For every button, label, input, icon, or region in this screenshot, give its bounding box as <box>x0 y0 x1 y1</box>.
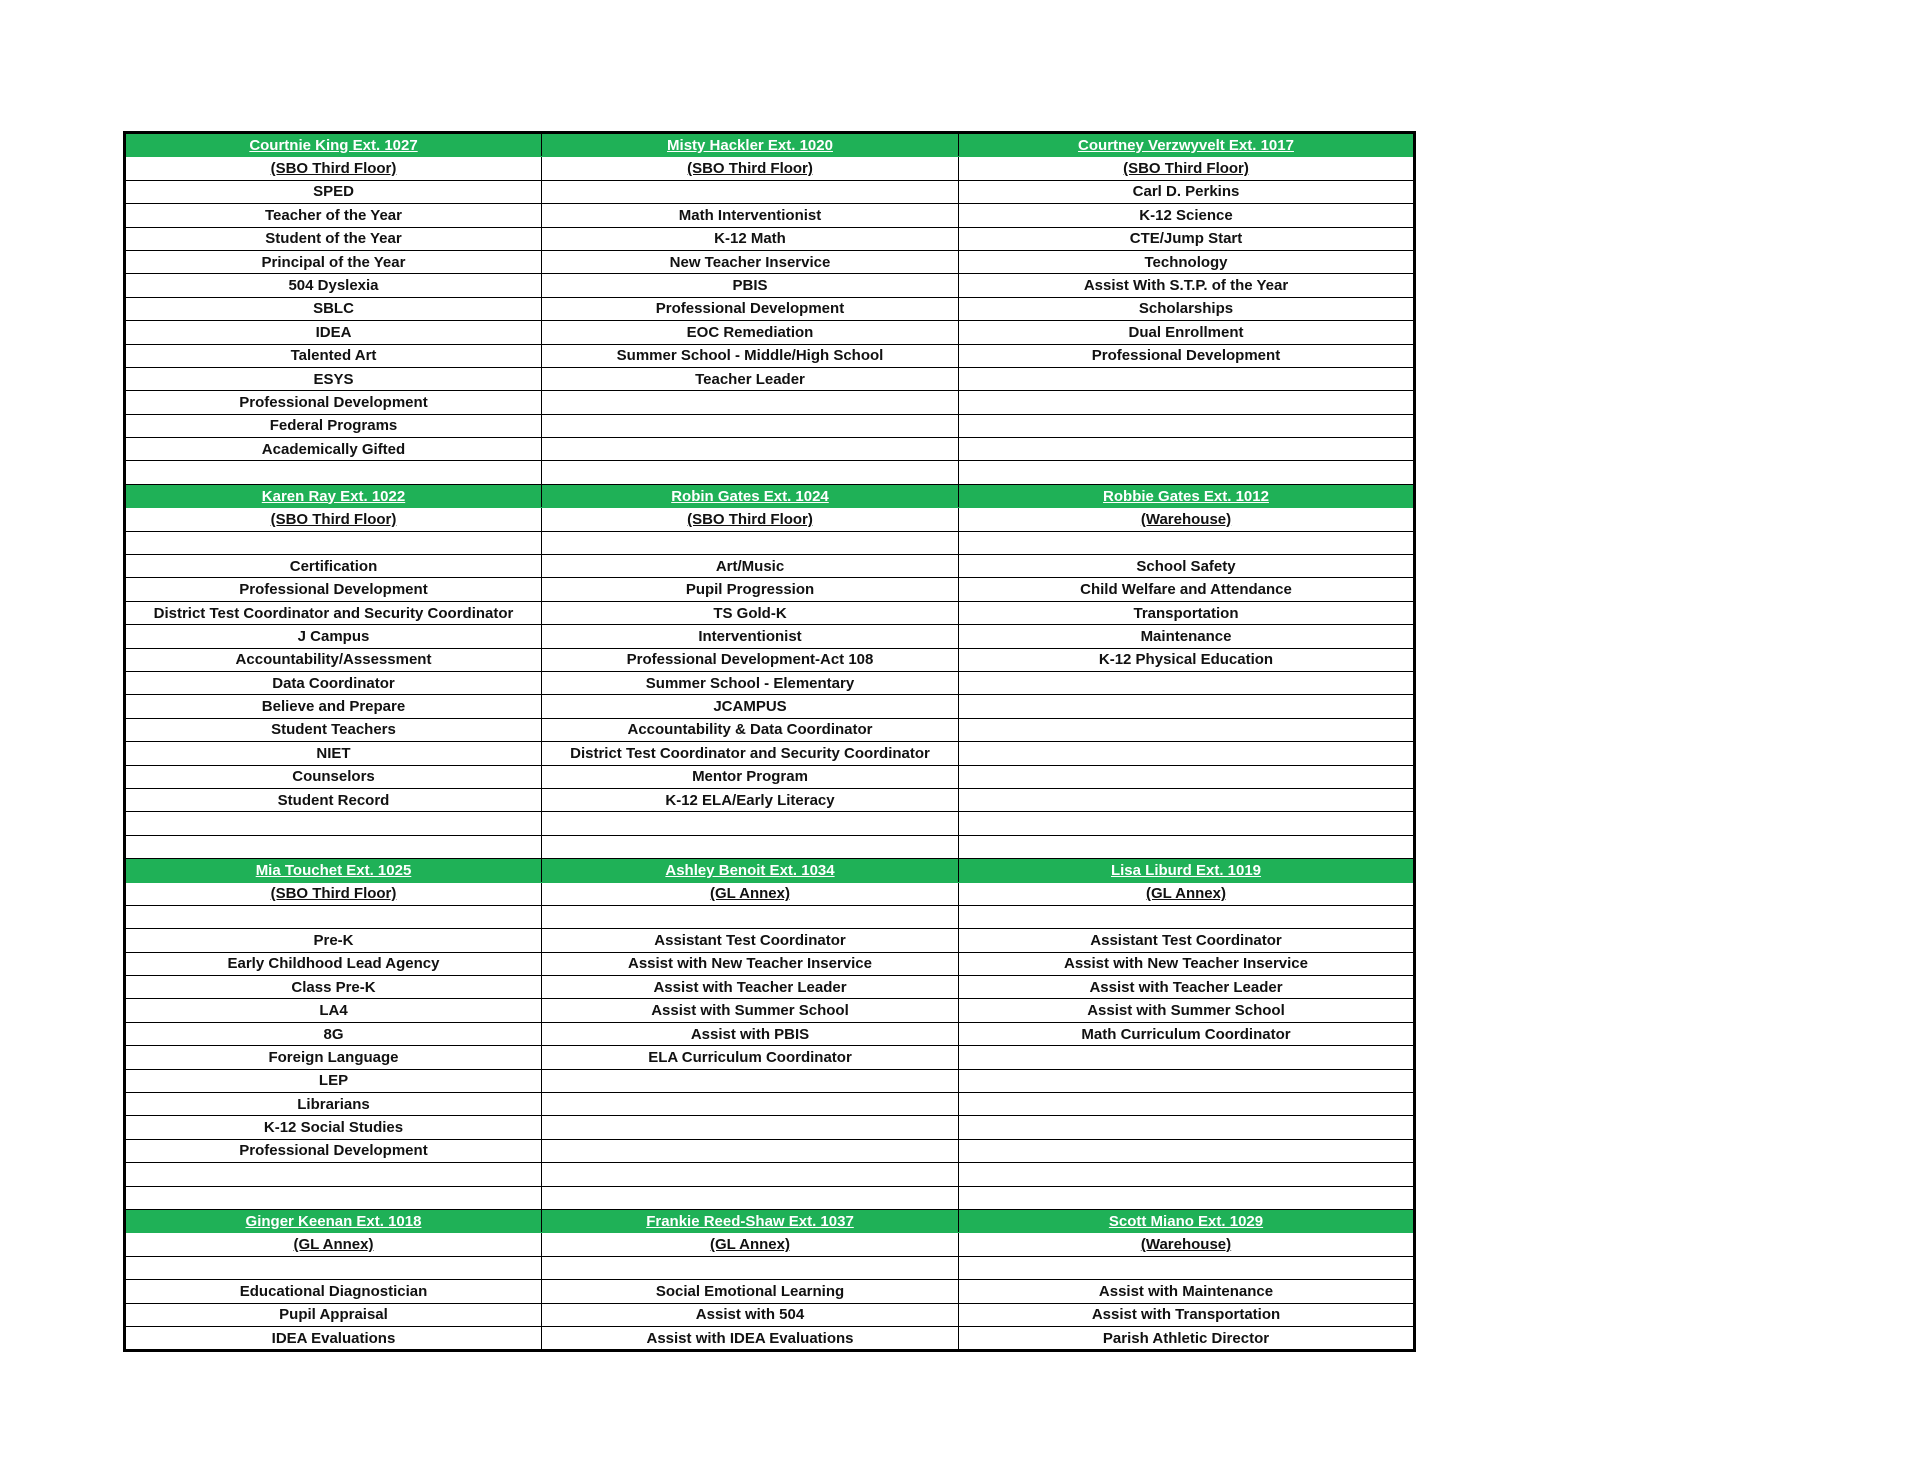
staff-name-cell: Courtnie King Ext. 1027 <box>125 133 542 157</box>
responsibility-cell <box>959 531 1415 554</box>
responsibility-row <box>125 625 1415 648</box>
responsibility-cell: Transportation <box>959 601 1415 624</box>
responsibility-cell: K-12 Math <box>542 227 959 250</box>
responsibility-row <box>125 1256 1415 1279</box>
responsibility-row <box>125 1139 1415 1162</box>
responsibility-cell: Summer School - Elementary <box>542 671 959 694</box>
responsibility-cell <box>542 531 959 554</box>
staff-name-cell: Karen Ray Ext. 1022 <box>125 484 542 507</box>
responsibility-cell: New Teacher Inservice <box>542 250 959 273</box>
responsibility-row <box>125 1186 1415 1209</box>
responsibility-cell: Assist With S.T.P. of the Year <box>959 274 1415 297</box>
responsibility-cell <box>542 835 959 858</box>
responsibility-cell <box>125 461 542 484</box>
responsibility-row <box>125 204 1415 227</box>
responsibility-cell: Math Interventionist <box>542 204 959 227</box>
responsibility-cell: Student of the Year <box>125 227 542 250</box>
staff-name-cell: Lisa Liburd Ext. 1019 <box>959 859 1415 882</box>
responsibility-cell <box>542 438 959 461</box>
responsibility-cell: District Test Coordinator and Security Coordinator <box>125 601 542 624</box>
staff-name-cell: Ashley Benoit Ext. 1034 <box>542 859 959 882</box>
responsibility-cell: Teacher Leader <box>542 367 959 390</box>
responsibility-cell: Carl D. Perkins <box>959 180 1415 203</box>
responsibility-cell: Social Emotional Learning <box>542 1280 959 1303</box>
responsibility-cell <box>959 1069 1415 1092</box>
responsibility-cell <box>125 1163 542 1186</box>
responsibility-cell <box>959 742 1415 765</box>
responsibility-row <box>125 1280 1415 1303</box>
staff-name-cell: Mia Touchet Ext. 1025 <box>125 859 542 882</box>
responsibility-cell: CTE/Jump Start <box>959 227 1415 250</box>
responsibility-cell: Academically Gifted <box>125 438 542 461</box>
responsibility-cell: Scholarships <box>959 297 1415 320</box>
responsibility-cell: Professional Development <box>125 578 542 601</box>
responsibility-row <box>125 1326 1415 1350</box>
responsibility-cell: Assist with IDEA Evaluations <box>542 1326 959 1350</box>
office-location-row <box>125 508 1415 531</box>
responsibility-cell: IDEA Evaluations <box>125 1326 542 1350</box>
responsibility-cell: LA4 <box>125 999 542 1022</box>
responsibility-cell <box>542 1186 959 1209</box>
responsibility-cell: Assist with Teacher Leader <box>959 976 1415 999</box>
responsibility-row <box>125 367 1415 390</box>
responsibility-row <box>125 1069 1415 1092</box>
staff-directory-table <box>123 131 1416 1352</box>
responsibility-cell: Assist with New Teacher Inservice <box>959 952 1415 975</box>
responsibility-cell <box>959 765 1415 788</box>
responsibility-row <box>125 742 1415 765</box>
responsibility-cell: Professional Development <box>125 391 542 414</box>
responsibility-cell: Teacher of the Year <box>125 204 542 227</box>
responsibility-cell <box>542 812 959 835</box>
responsibility-cell <box>959 391 1415 414</box>
staff-name-cell: Ginger Keenan Ext. 1018 <box>125 1209 542 1232</box>
office-location-cell: (SBO Third Floor) <box>542 157 959 180</box>
responsibility-cell <box>959 1093 1415 1116</box>
responsibility-cell <box>542 391 959 414</box>
responsibility-cell: EOC Remediation <box>542 321 959 344</box>
responsibility-cell: Believe and Prepare <box>125 695 542 718</box>
responsibility-row <box>125 812 1415 835</box>
responsibility-cell: JCAMPUS <box>542 695 959 718</box>
responsibility-cell <box>125 905 542 928</box>
responsibility-cell: Foreign Language <box>125 1046 542 1069</box>
responsibility-cell: Counselors <box>125 765 542 788</box>
responsibility-cell: Certification <box>125 555 542 578</box>
responsibility-cell: Librarians <box>125 1093 542 1116</box>
responsibility-row <box>125 788 1415 811</box>
responsibility-cell: Pre-K <box>125 929 542 952</box>
responsibility-row <box>125 321 1415 344</box>
responsibility-cell: SBLC <box>125 297 542 320</box>
responsibility-cell: District Test Coordinator and Security Coordinator <box>542 742 959 765</box>
responsibility-cell: Professional Development-Act 108 <box>542 648 959 671</box>
responsibility-cell: School Safety <box>959 555 1415 578</box>
responsibility-cell <box>959 788 1415 811</box>
responsibility-row <box>125 391 1415 414</box>
responsibility-cell: Dual Enrollment <box>959 321 1415 344</box>
responsibility-cell: Pupil Appraisal <box>125 1303 542 1326</box>
responsibility-row <box>125 555 1415 578</box>
responsibility-cell: Class Pre-K <box>125 976 542 999</box>
responsibility-cell: Maintenance <box>959 625 1415 648</box>
responsibility-row <box>125 999 1415 1022</box>
responsibility-cell: Child Welfare and Attendance <box>959 578 1415 601</box>
responsibility-cell: 8G <box>125 1022 542 1045</box>
staff-header-row <box>125 484 1415 507</box>
office-location-cell: (SBO Third Floor) <box>542 508 959 531</box>
responsibility-cell: Data Coordinator <box>125 671 542 694</box>
responsibility-cell <box>125 531 542 554</box>
responsibility-cell: Assist with Transportation <box>959 1303 1415 1326</box>
office-location-cell: (GL Annex) <box>542 882 959 905</box>
responsibility-row <box>125 344 1415 367</box>
office-location-cell: (Warehouse) <box>959 1233 1415 1256</box>
responsibility-cell: Interventionist <box>542 625 959 648</box>
responsibility-cell <box>959 1046 1415 1069</box>
responsibility-cell <box>959 414 1415 437</box>
responsibility-row <box>125 952 1415 975</box>
responsibility-cell: Assist with Summer School <box>959 999 1415 1022</box>
office-location-cell: (GL Annex) <box>959 882 1415 905</box>
responsibility-cell: Student Teachers <box>125 718 542 741</box>
responsibility-cell: K-12 Science <box>959 204 1415 227</box>
responsibility-row <box>125 601 1415 624</box>
responsibility-cell: Assist with Teacher Leader <box>542 976 959 999</box>
responsibility-cell <box>959 835 1415 858</box>
responsibility-cell <box>959 671 1415 694</box>
office-location-row <box>125 1233 1415 1256</box>
responsibility-cell <box>959 367 1415 390</box>
responsibility-cell <box>959 905 1415 928</box>
responsibility-cell: LEP <box>125 1069 542 1092</box>
responsibility-cell <box>959 1116 1415 1139</box>
responsibility-cell: Accountability/Assessment <box>125 648 542 671</box>
responsibility-row <box>125 250 1415 273</box>
staff-header-row <box>125 133 1415 157</box>
responsibility-cell: Student Record <box>125 788 542 811</box>
responsibility-cell <box>542 1116 959 1139</box>
responsibility-row <box>125 274 1415 297</box>
office-location-cell: (SBO Third Floor) <box>125 882 542 905</box>
responsibility-row <box>125 1116 1415 1139</box>
responsibility-cell: Pupil Progression <box>542 578 959 601</box>
responsibility-cell: NIET <box>125 742 542 765</box>
responsibility-row <box>125 671 1415 694</box>
responsibility-cell <box>125 1256 542 1279</box>
responsibility-cell: Assistant Test Coordinator <box>542 929 959 952</box>
responsibility-cell <box>542 461 959 484</box>
responsibility-cell <box>542 1069 959 1092</box>
responsibility-cell <box>959 812 1415 835</box>
responsibility-row <box>125 1022 1415 1045</box>
responsibility-cell <box>959 1139 1415 1162</box>
responsibility-cell <box>542 414 959 437</box>
responsibility-row <box>125 578 1415 601</box>
staff-directory-body <box>125 133 1415 1351</box>
responsibility-cell: ESYS <box>125 367 542 390</box>
responsibility-cell <box>959 1163 1415 1186</box>
office-location-cell: (GL Annex) <box>125 1233 542 1256</box>
responsibility-cell <box>542 1093 959 1116</box>
responsibility-row <box>125 648 1415 671</box>
responsibility-row <box>125 1303 1415 1326</box>
responsibility-cell <box>959 718 1415 741</box>
responsibility-cell: Accountability & Data Coordinator <box>542 718 959 741</box>
responsibility-cell: Professional Development <box>959 344 1415 367</box>
responsibility-cell: SPED <box>125 180 542 203</box>
responsibility-cell: Principal of the Year <box>125 250 542 273</box>
responsibility-cell: Technology <box>959 250 1415 273</box>
responsibility-cell: Professional Development <box>542 297 959 320</box>
staff-header-row <box>125 859 1415 882</box>
responsibility-cell: K-12 Social Studies <box>125 1116 542 1139</box>
responsibility-cell: Assist with Summer School <box>542 999 959 1022</box>
responsibility-cell <box>959 438 1415 461</box>
office-location-cell: (GL Annex) <box>542 1233 959 1256</box>
staff-name-cell: Frankie Reed-Shaw Ext. 1037 <box>542 1209 959 1232</box>
responsibility-row <box>125 976 1415 999</box>
responsibility-cell <box>125 835 542 858</box>
responsibility-cell: Art/Music <box>542 555 959 578</box>
responsibility-row <box>125 765 1415 788</box>
responsibility-cell: Math Curriculum Coordinator <box>959 1022 1415 1045</box>
responsibility-cell <box>542 905 959 928</box>
responsibility-row <box>125 414 1415 437</box>
responsibility-row <box>125 905 1415 928</box>
responsibility-row <box>125 1163 1415 1186</box>
responsibility-cell <box>959 1256 1415 1279</box>
staff-name-cell: Robbie Gates Ext. 1012 <box>959 484 1415 507</box>
responsibility-cell: Assist with PBIS <box>542 1022 959 1045</box>
responsibility-cell: Educational Diagnostician <box>125 1280 542 1303</box>
responsibility-cell: IDEA <box>125 321 542 344</box>
responsibility-row <box>125 835 1415 858</box>
responsibility-row <box>125 227 1415 250</box>
responsibility-cell: Federal Programs <box>125 414 542 437</box>
responsibility-cell: Assist with New Teacher Inservice <box>542 952 959 975</box>
responsibility-cell: Mentor Program <box>542 765 959 788</box>
responsibility-row <box>125 695 1415 718</box>
responsibility-cell: Summer School - Middle/High School <box>542 344 959 367</box>
responsibility-cell <box>125 1186 542 1209</box>
office-location-cell: (SBO Third Floor) <box>959 157 1415 180</box>
responsibility-row <box>125 1093 1415 1116</box>
responsibility-cell: PBIS <box>542 274 959 297</box>
responsibility-cell <box>542 1256 959 1279</box>
responsibility-row <box>125 929 1415 952</box>
responsibility-cell: Talented Art <box>125 344 542 367</box>
office-location-cell: (Warehouse) <box>959 508 1415 531</box>
responsibility-cell: Professional Development <box>125 1139 542 1162</box>
office-location-cell: (SBO Third Floor) <box>125 508 542 531</box>
responsibility-cell <box>542 1139 959 1162</box>
responsibility-row <box>125 297 1415 320</box>
responsibility-cell: K-12 ELA/Early Literacy <box>542 788 959 811</box>
responsibility-cell: Parish Athletic Director <box>959 1326 1415 1350</box>
responsibility-row <box>125 718 1415 741</box>
staff-name-cell: Courtney Verzwyvelt Ext. 1017 <box>959 133 1415 157</box>
staff-name-cell: Robin Gates Ext. 1024 <box>542 484 959 507</box>
staff-name-cell: Scott Miano Ext. 1029 <box>959 1209 1415 1232</box>
office-location-row <box>125 157 1415 180</box>
responsibility-row <box>125 180 1415 203</box>
responsibility-cell <box>959 1186 1415 1209</box>
responsibility-cell: Assistant Test Coordinator <box>959 929 1415 952</box>
responsibility-cell: 504 Dyslexia <box>125 274 542 297</box>
responsibility-row <box>125 438 1415 461</box>
responsibility-row <box>125 531 1415 554</box>
responsibility-cell: K-12 Physical Education <box>959 648 1415 671</box>
responsibility-cell <box>125 812 542 835</box>
office-location-cell: (SBO Third Floor) <box>125 157 542 180</box>
responsibility-cell: TS Gold-K <box>542 601 959 624</box>
responsibility-row <box>125 1046 1415 1069</box>
staff-header-row <box>125 1209 1415 1232</box>
responsibility-cell <box>542 180 959 203</box>
responsibility-cell: ELA Curriculum Coordinator <box>542 1046 959 1069</box>
responsibility-cell <box>959 695 1415 718</box>
responsibility-cell <box>542 1163 959 1186</box>
responsibility-cell: Assist with 504 <box>542 1303 959 1326</box>
responsibility-cell: Early Childhood Lead Agency <box>125 952 542 975</box>
office-location-row <box>125 882 1415 905</box>
responsibility-cell: Assist with Maintenance <box>959 1280 1415 1303</box>
staff-name-cell: Misty Hackler Ext. 1020 <box>542 133 959 157</box>
responsibility-row <box>125 461 1415 484</box>
responsibility-cell <box>959 461 1415 484</box>
responsibility-cell: J Campus <box>125 625 542 648</box>
